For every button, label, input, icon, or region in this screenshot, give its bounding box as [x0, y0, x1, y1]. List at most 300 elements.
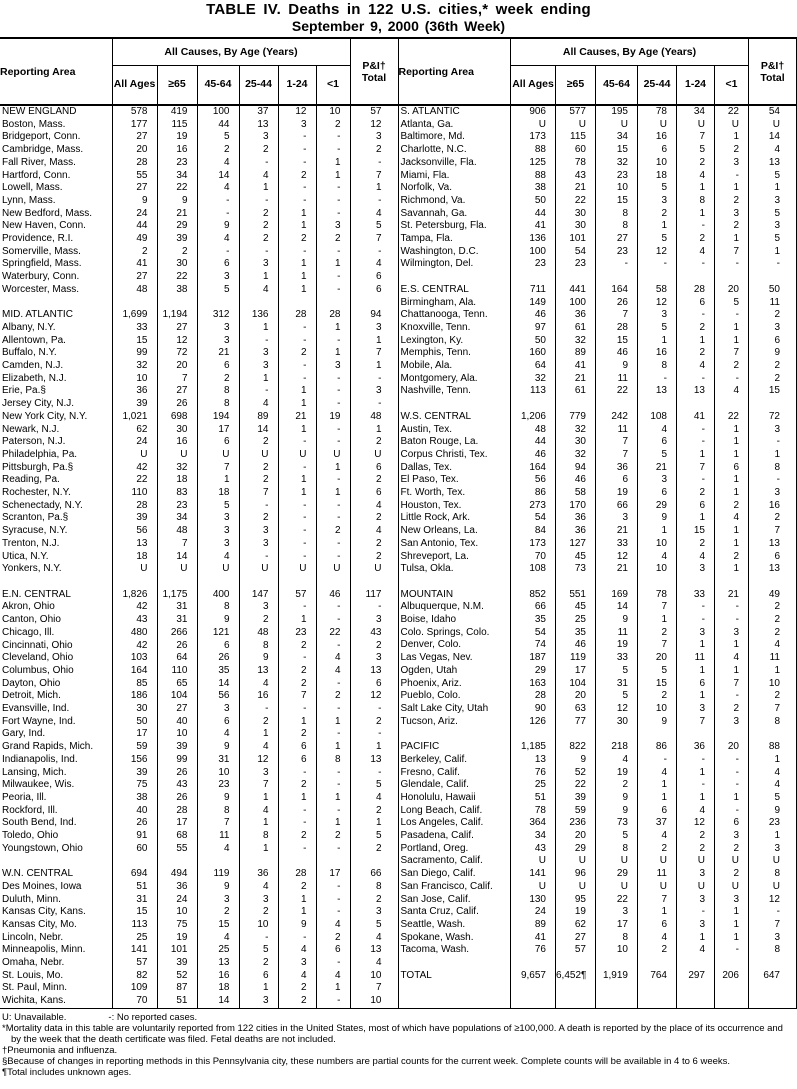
value-cell: 36	[556, 525, 596, 538]
value-cell: 5	[749, 233, 797, 246]
reporting-area-cell: Jersey City, N.J.	[2, 398, 75, 410]
value-cell: -	[239, 246, 278, 259]
value-cell: 13	[350, 665, 398, 678]
section-total-row	[0, 868, 398, 881]
value-cell: 50	[749, 284, 797, 297]
value-cell: 14	[596, 601, 638, 614]
value-cell: 141	[112, 944, 157, 957]
value-cell: 2	[749, 512, 797, 525]
spacer-row	[399, 982, 797, 995]
value-cell	[638, 957, 677, 970]
value-cell: 6	[596, 474, 638, 487]
value-cell	[157, 576, 197, 589]
value-cell: 4	[197, 843, 239, 856]
value-cell: 40	[112, 805, 157, 818]
value-cell: 36	[677, 741, 715, 754]
reporting-area-cell: Indianapolis, Ind.	[2, 753, 78, 765]
value-cell: 28	[677, 284, 715, 297]
value-cell: 48	[511, 424, 556, 437]
value-cell: 2	[350, 894, 398, 907]
value-cell: 7	[638, 601, 677, 614]
value-cell: 3	[197, 703, 239, 716]
value-cell: 2	[278, 995, 316, 1008]
value-cell: 85	[112, 678, 157, 691]
reporting-area-cell: Canton, Ohio	[2, 614, 61, 626]
value-cell: 43	[556, 170, 596, 183]
value-cell	[677, 995, 715, 1008]
value-cell: 14	[239, 424, 278, 437]
value-cell: 3	[239, 538, 278, 551]
reporting-area-cell: St. Petersburg, Fla.	[400, 220, 487, 232]
reporting-area-cell: San Francisco, Calif.	[400, 880, 493, 892]
value-cell: 173	[511, 538, 556, 551]
value-cell: U	[350, 449, 398, 462]
value-cell: 82	[112, 970, 157, 983]
value-cell: 1	[316, 157, 350, 170]
value-cell: 55	[112, 170, 157, 183]
value-cell: 100	[556, 297, 596, 310]
value-cell: 42	[112, 640, 157, 653]
value-cell: 43	[157, 779, 197, 792]
value-cell: 7	[715, 678, 749, 691]
reporting-area-cell: Somerville, Mass.	[2, 245, 81, 257]
value-cell: 2	[278, 830, 316, 843]
value-cell: 28	[112, 157, 157, 170]
table-row	[399, 525, 797, 538]
value-cell: 13	[677, 385, 715, 398]
value-cell: U	[197, 563, 239, 576]
value-cell: 1	[715, 474, 749, 487]
reporting-area-cell: Elizabeth, N.J.	[2, 372, 67, 384]
value-cell: 20	[715, 284, 749, 297]
value-cell: 1	[715, 563, 749, 576]
value-cell: 66	[596, 500, 638, 513]
value-cell: 8	[638, 360, 677, 373]
value-cell: 12	[596, 551, 638, 564]
value-cell: 2	[278, 640, 316, 653]
value-cell: 1	[278, 906, 316, 919]
reporting-area-cell: Pittsburgh, Pa.§	[2, 461, 74, 473]
value-cell: 13	[239, 119, 278, 132]
value-cell: 1	[749, 449, 797, 462]
value-cell: 2	[749, 360, 797, 373]
reporting-area-cell: Lynn, Mass.	[2, 194, 56, 206]
reporting-area-cell: Corpus Christi, Tex.	[400, 448, 488, 460]
value-cell: -	[316, 906, 350, 919]
value-cell: -	[316, 881, 350, 894]
value-cell: 109	[112, 982, 157, 995]
value-cell: 3	[278, 119, 316, 132]
value-cell: -	[316, 843, 350, 856]
table-row	[399, 614, 797, 627]
table-row	[399, 144, 797, 157]
value-cell: 30	[596, 716, 638, 729]
value-cell: 54	[749, 105, 797, 119]
table-row	[399, 665, 797, 678]
value-cell	[638, 982, 677, 995]
value-cell: 7	[239, 779, 278, 792]
value-cell	[556, 982, 596, 995]
value-cell: 5	[239, 944, 278, 957]
value-cell: 121	[197, 627, 239, 640]
value-cell	[596, 957, 638, 970]
value-cell: 21	[278, 411, 316, 424]
value-cell: 39	[112, 512, 157, 525]
value-cell: 19	[596, 639, 638, 652]
value-cell: 7	[350, 170, 398, 183]
value-cell: -	[316, 284, 350, 297]
value-cell: 3	[677, 894, 715, 907]
value-cell: 3	[239, 894, 278, 907]
value-cell: 10	[157, 906, 197, 919]
reporting-area-cell: Minneapolis, Minn.	[2, 944, 86, 956]
value-cell: 9,657	[511, 970, 556, 983]
reporting-area-cell: Yonkers, N.Y.	[2, 563, 62, 575]
value-cell: U	[197, 449, 239, 462]
value-cell: 58	[556, 487, 596, 500]
value-cell: 119	[197, 868, 239, 881]
value-cell	[677, 576, 715, 589]
table-header-right	[399, 39, 797, 105]
value-cell: 34	[596, 131, 638, 144]
value-cell: 46	[511, 449, 556, 462]
value-cell: 8	[749, 716, 797, 729]
col-header-all-ages: All Ages	[511, 65, 556, 105]
value-cell	[715, 271, 749, 284]
value-cell: 4	[239, 741, 278, 754]
value-cell	[511, 728, 556, 741]
value-cell: 400	[197, 589, 239, 602]
value-cell: 5	[749, 792, 797, 805]
value-cell: 50	[511, 195, 556, 208]
value-cell: 2	[715, 843, 749, 856]
value-cell: 1	[278, 398, 316, 411]
value-cell: 2	[715, 868, 749, 881]
value-cell: 11	[749, 297, 797, 310]
table-row	[0, 449, 398, 462]
value-cell: -	[316, 246, 350, 259]
value-cell: 29	[157, 220, 197, 233]
value-cell: 3	[749, 932, 797, 945]
value-cell: 15	[112, 335, 157, 348]
value-cell: 88	[511, 170, 556, 183]
value-cell: 78	[511, 805, 556, 818]
value-cell: 54	[511, 627, 556, 640]
value-cell	[749, 995, 797, 1008]
value-cell: 698	[157, 411, 197, 424]
value-cell: 89	[556, 347, 596, 360]
value-cell: 2	[638, 944, 677, 957]
reporting-area-cell: Cleveland, Ohio	[2, 652, 74, 664]
value-cell: 1	[715, 665, 749, 678]
value-cell: 1,919	[596, 970, 638, 983]
value-cell: 39	[112, 767, 157, 780]
value-cell: 242	[596, 411, 638, 424]
value-cell: 1	[749, 754, 797, 767]
section-total-row	[0, 589, 398, 602]
value-cell: 1	[316, 347, 350, 360]
reporting-area-cell: E.N. CENTRAL	[2, 588, 71, 600]
value-cell: 3	[749, 843, 797, 856]
value-cell: 177	[112, 119, 157, 132]
value-cell: 1	[715, 538, 749, 551]
value-cell: 30	[157, 258, 197, 271]
value-cell: 50	[511, 335, 556, 348]
value-cell: 8	[596, 208, 638, 221]
value-cell: 7	[596, 309, 638, 322]
footnote-no-cases: -: No reported cases.	[108, 1011, 198, 1023]
reporting-area-cell: Chattanooga, Tenn.	[400, 309, 488, 321]
reporting-area-cell: Rochester, N.Y.	[2, 487, 71, 499]
value-cell: 136	[239, 309, 278, 322]
value-cell	[112, 297, 157, 310]
value-cell: 10	[197, 767, 239, 780]
table-row	[0, 995, 398, 1008]
reporting-area-cell: Atlanta, Ga.	[400, 118, 454, 130]
value-cell: 2	[677, 830, 715, 843]
reporting-area-cell: Kansas City, Mo.	[2, 918, 77, 930]
table-row	[399, 487, 797, 500]
reporting-area-cell: Waterbury, Conn.	[2, 271, 80, 283]
value-cell: 1	[350, 817, 398, 830]
value-cell: 3	[596, 906, 638, 919]
table-row	[0, 474, 398, 487]
value-cell: 2	[350, 144, 398, 157]
value-cell: U	[316, 449, 350, 462]
value-cell: 3	[677, 919, 715, 932]
value-cell: U	[511, 855, 556, 868]
value-cell: -	[316, 640, 350, 653]
value-cell: 13	[638, 385, 677, 398]
value-cell: 1	[316, 258, 350, 271]
value-cell: 164	[511, 462, 556, 475]
value-cell	[638, 398, 677, 411]
value-cell: U	[350, 563, 398, 576]
value-cell: 32	[596, 157, 638, 170]
value-cell: 2	[715, 703, 749, 716]
value-cell: 41	[511, 932, 556, 945]
value-cell: -	[677, 424, 715, 437]
value-cell: 16	[197, 970, 239, 983]
value-cell: 91	[112, 830, 157, 843]
value-cell: -	[316, 373, 350, 386]
value-cell: 1	[715, 233, 749, 246]
value-cell: 61	[556, 322, 596, 335]
value-cell: -	[350, 703, 398, 716]
value-cell: 8	[197, 385, 239, 398]
table-row	[399, 309, 797, 322]
value-cell: 38	[112, 792, 157, 805]
value-cell: 26	[197, 652, 239, 665]
value-cell: 13	[749, 538, 797, 551]
table-row	[399, 551, 797, 564]
value-cell: 7	[197, 462, 239, 475]
value-cell: 60	[112, 843, 157, 856]
value-cell: 17	[316, 868, 350, 881]
value-cell: 1	[749, 830, 797, 843]
value-cell: 1	[278, 474, 316, 487]
value-cell: 36	[157, 881, 197, 894]
table-row	[399, 170, 797, 183]
value-cell: 87	[157, 982, 197, 995]
value-cell: 7	[677, 716, 715, 729]
value-cell: 8	[350, 881, 398, 894]
value-cell: 1	[715, 449, 749, 462]
reporting-area-cell: Jacksonville, Fla.	[400, 156, 477, 168]
value-cell: -	[316, 957, 350, 970]
table-row	[0, 271, 398, 284]
value-cell: 41	[112, 258, 157, 271]
value-cell: 5	[197, 500, 239, 513]
table-row	[399, 563, 797, 576]
table-row	[0, 182, 398, 195]
value-cell: 21	[556, 373, 596, 386]
value-cell: 2	[638, 690, 677, 703]
value-cell: 4	[239, 284, 278, 297]
value-cell: 4	[350, 500, 398, 513]
table-row	[0, 982, 398, 995]
value-cell: 18	[197, 487, 239, 500]
table-row	[399, 678, 797, 691]
value-cell: 9	[197, 741, 239, 754]
value-cell: 5	[350, 830, 398, 843]
value-cell: U	[749, 855, 797, 868]
value-cell: 1	[278, 208, 316, 221]
value-cell: 2	[316, 233, 350, 246]
value-cell: 22	[596, 385, 638, 398]
value-cell: U	[278, 449, 316, 462]
value-cell: 14	[197, 995, 239, 1008]
value-cell: 9	[556, 754, 596, 767]
value-cell: 26	[112, 817, 157, 830]
value-cell: 12	[596, 703, 638, 716]
value-cell: 7	[350, 233, 398, 246]
value-cell	[112, 855, 157, 868]
value-cell: 1	[677, 512, 715, 525]
reporting-area-cell: St. Paul, Minn.	[2, 982, 68, 994]
value-cell: 3	[350, 614, 398, 627]
value-cell: -	[715, 805, 749, 818]
value-cell: 1	[677, 182, 715, 195]
section-total-row	[399, 589, 797, 602]
value-cell: U	[715, 881, 749, 894]
value-cell: -	[278, 246, 316, 259]
table-row	[399, 538, 797, 551]
value-cell: 4	[197, 157, 239, 170]
value-cell: 62	[556, 919, 596, 932]
reporting-area-cell: San Antonio, Tex.	[400, 537, 479, 549]
value-cell: 7	[677, 131, 715, 144]
table-row	[0, 881, 398, 894]
value-cell: -	[278, 373, 316, 386]
reporting-area-cell	[399, 982, 511, 995]
value-cell: -	[278, 538, 316, 551]
reporting-area-cell: Nashville, Tenn.	[400, 385, 471, 397]
value-cell: 19	[596, 767, 638, 780]
value-cell: 26	[157, 767, 197, 780]
reporting-area-cell: Syracuse, N.Y.	[2, 525, 68, 537]
value-cell	[677, 957, 715, 970]
col-header-65plus: ≥65	[556, 65, 596, 105]
value-cell: -	[278, 767, 316, 780]
value-cell: 8	[596, 220, 638, 233]
value-cell: 3	[638, 474, 677, 487]
value-cell: 8	[197, 398, 239, 411]
value-cell: 5	[596, 690, 638, 703]
reporting-area-cell	[399, 576, 511, 589]
value-cell: 12	[239, 754, 278, 767]
value-cell: 13	[749, 157, 797, 170]
value-cell	[749, 957, 797, 970]
value-cell: 1	[239, 982, 278, 995]
value-cell: 7	[638, 639, 677, 652]
value-cell: 11	[596, 373, 638, 386]
value-cell: -	[638, 754, 677, 767]
reporting-area-cell: Ft. Worth, Tex.	[400, 487, 466, 499]
value-cell: 25	[511, 779, 556, 792]
reporting-area-cell: South Bend, Ind.	[2, 817, 77, 829]
value-cell: 16	[157, 144, 197, 157]
value-cell: -	[715, 601, 749, 614]
value-cell: 23	[157, 157, 197, 170]
value-cell: 2	[239, 144, 278, 157]
value-cell: U	[239, 563, 278, 576]
reporting-area-cell: Knoxville, Tenn.	[400, 321, 471, 333]
value-cell: 3	[677, 703, 715, 716]
value-cell: -	[316, 779, 350, 792]
table-row	[399, 932, 797, 945]
value-cell: 1,021	[112, 411, 157, 424]
value-cell	[316, 576, 350, 589]
value-cell: 73	[556, 563, 596, 576]
value-cell: 1,206	[511, 411, 556, 424]
value-cell	[556, 957, 596, 970]
value-cell: 31	[596, 678, 638, 691]
value-cell: 1	[239, 792, 278, 805]
value-cell	[715, 398, 749, 411]
value-cell: -	[278, 322, 316, 335]
reporting-area-cell: Memphis, Tenn.	[400, 347, 471, 359]
table-row	[0, 119, 398, 132]
value-cell: 15	[677, 525, 715, 538]
value-cell: 15	[596, 335, 638, 348]
value-cell: -	[715, 309, 749, 322]
table-row	[0, 944, 398, 957]
value-cell: 164	[112, 665, 157, 678]
value-cell: 3	[197, 512, 239, 525]
value-cell: 1	[677, 639, 715, 652]
value-cell: 1	[715, 322, 749, 335]
value-cell: 2	[715, 500, 749, 513]
reporting-area-cell: Houston, Tex.	[400, 499, 462, 511]
section-total-row	[399, 741, 797, 754]
value-cell: 9	[749, 805, 797, 818]
value-cell: 9	[749, 347, 797, 360]
value-cell: -	[239, 157, 278, 170]
reporting-area-cell: Philadelphia, Pa.	[2, 448, 78, 460]
value-cell: 4	[677, 551, 715, 564]
value-cell: 2	[239, 957, 278, 970]
value-cell: 3	[278, 957, 316, 970]
value-cell: U	[112, 449, 157, 462]
value-cell: 2	[677, 157, 715, 170]
value-cell: 108	[638, 411, 677, 424]
reporting-area-cell: Sacramento, Calif.	[400, 855, 483, 867]
value-cell: 5	[638, 665, 677, 678]
value-cell: 65	[157, 678, 197, 691]
value-cell: 1,185	[511, 741, 556, 754]
value-cell: -	[350, 373, 398, 386]
